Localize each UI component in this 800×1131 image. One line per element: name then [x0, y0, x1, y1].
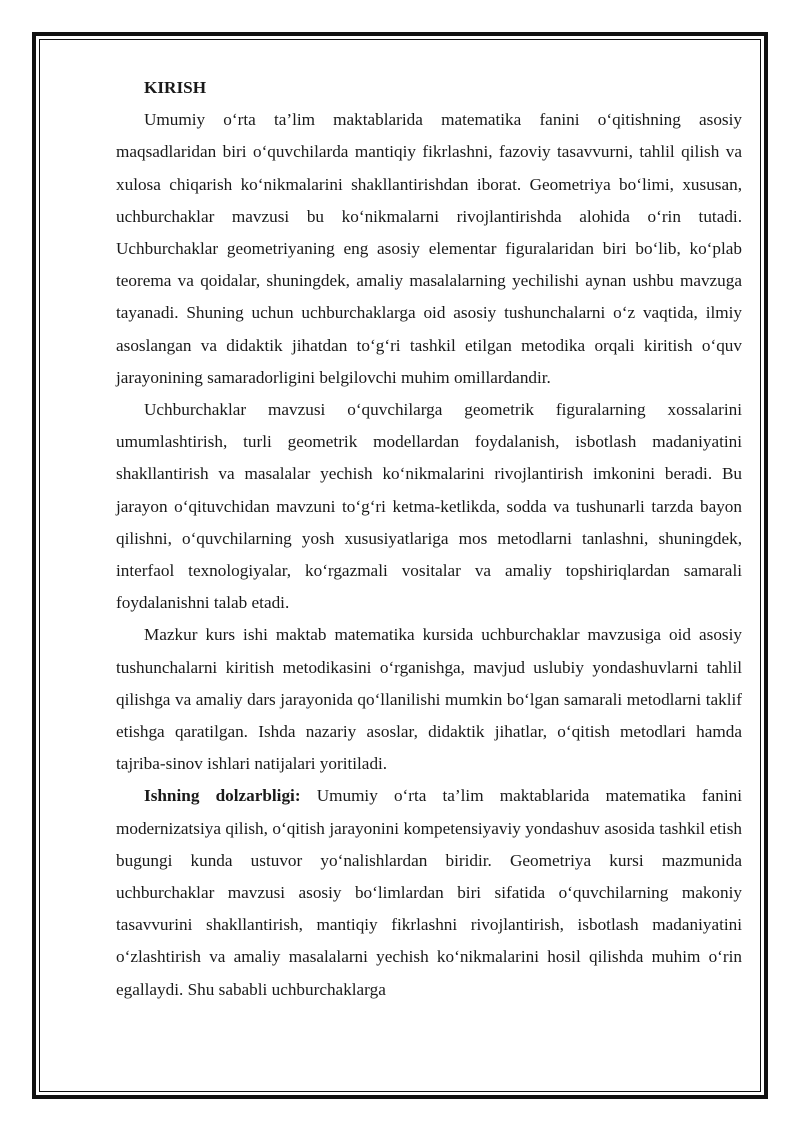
paragraph-lead: Ishning dolzarbligi:	[144, 786, 301, 806]
paragraph-4	[116, 780, 742, 1005]
paragraph-text: Umumiy o‘rta ta’lim maktablarida matematika fanini modernizatsiya qilish, o‘qitish jarayonini kompetensiyaviy yondashuv asosida tashkil etish bugungi kunda ustuvor yo‘nalishlardan biridir. Geometriya kursi mazmunida uchburchaklar mavzusi asosiy bo‘limlardan biri sifatida o‘quvchilarning makoniy tasavvurini shakllantirish, mantiqiy fikrlashni rivojlantirish, isbotlash madaniyatini o‘zlashtirish va amaliy masalalarni yechish ko‘nikmalarini hosil qilishda muhim o‘rin egallaydi. Shu sababli uchburchaklarga	[116, 786, 742, 999]
document-body	[116, 72, 742, 1006]
section-heading: KIRISH	[144, 78, 207, 97]
paragraph-2	[116, 394, 742, 619]
paragraph-3	[116, 619, 742, 780]
paragraph-text: Mazkur kurs ishi maktab matematika kursida uchburchaklar mavzusiga oid asosiy tushunchalarni kiritish metodikasini o‘rganishga, mavjud uslubiy yondashuvlarni tahlil qilishga va amaliy dars jarayonida qo‘llanilishi mumkin bo‘lgan samarali metodlarni taklif etishga qaratilgan. Ishda nazariy asoslar, didaktik jihatlar, o‘qitish metodlari hamda tajriba-sinov ishlari natijalari yoritiladi.	[116, 625, 742, 774]
paragraph-text: Uchburchaklar mavzusi o‘quvchilarga geometrik figuralarning xossalarini umumlashtirish, turli geometrik modellardan foydalanish, isbotlash madaniyatini shakllantirish va masalalar yechish ko‘nikmalarini rivojlantirish imkonini beradi. Bu jarayon o‘qituvchidan mavzuni to‘g‘ri ketma-ketlikda, sodda va tushunarli tarzda bayon qilishni, o‘quvchilarning yosh xususiyatlariga mos metodlarni tanlashni, shuningdek, interfaol texnologiyalar, ko‘rgazmali vositalar va amaliy topshiriqlardan samarali foydalanishni talab etadi.	[116, 400, 742, 613]
paragraph-text: Umumiy o‘rta ta’lim maktablarida matematika fanini o‘qitishning asosiy maqsadlaridan biri o‘quvchilarda mantiqiy fikrlashni, fazoviy tasavvurni, tahlil qilish va xulosa chiqarish ko‘nikmalarini shakllantirishdan iborat. Geometriya bo‘limi, xususan, uchburchaklar mavzusi bu ko‘nikmalarni rivojlantirishda alohida o‘rin tutadi. Uchburchaklar geometriyaning eng asosiy elementar figuralaridan biri bo‘lib, ko‘plab teorema va qoidalar, shuningdek, amaliy masalalarning yechilishi aynan ushbu mavzuga tayanadi. Shuning uchun uchburchaklarga oid asosiy tushunchalarni o‘z vaqtida, ilmiy asoslangan va didaktik jihatdan to‘g‘ri tashkil etilgan metodika orqali kiritish o‘quv jarayonining samaradorligini belgilovchi muhim omillardandir.	[116, 110, 742, 387]
paragraph-1	[116, 104, 742, 394]
